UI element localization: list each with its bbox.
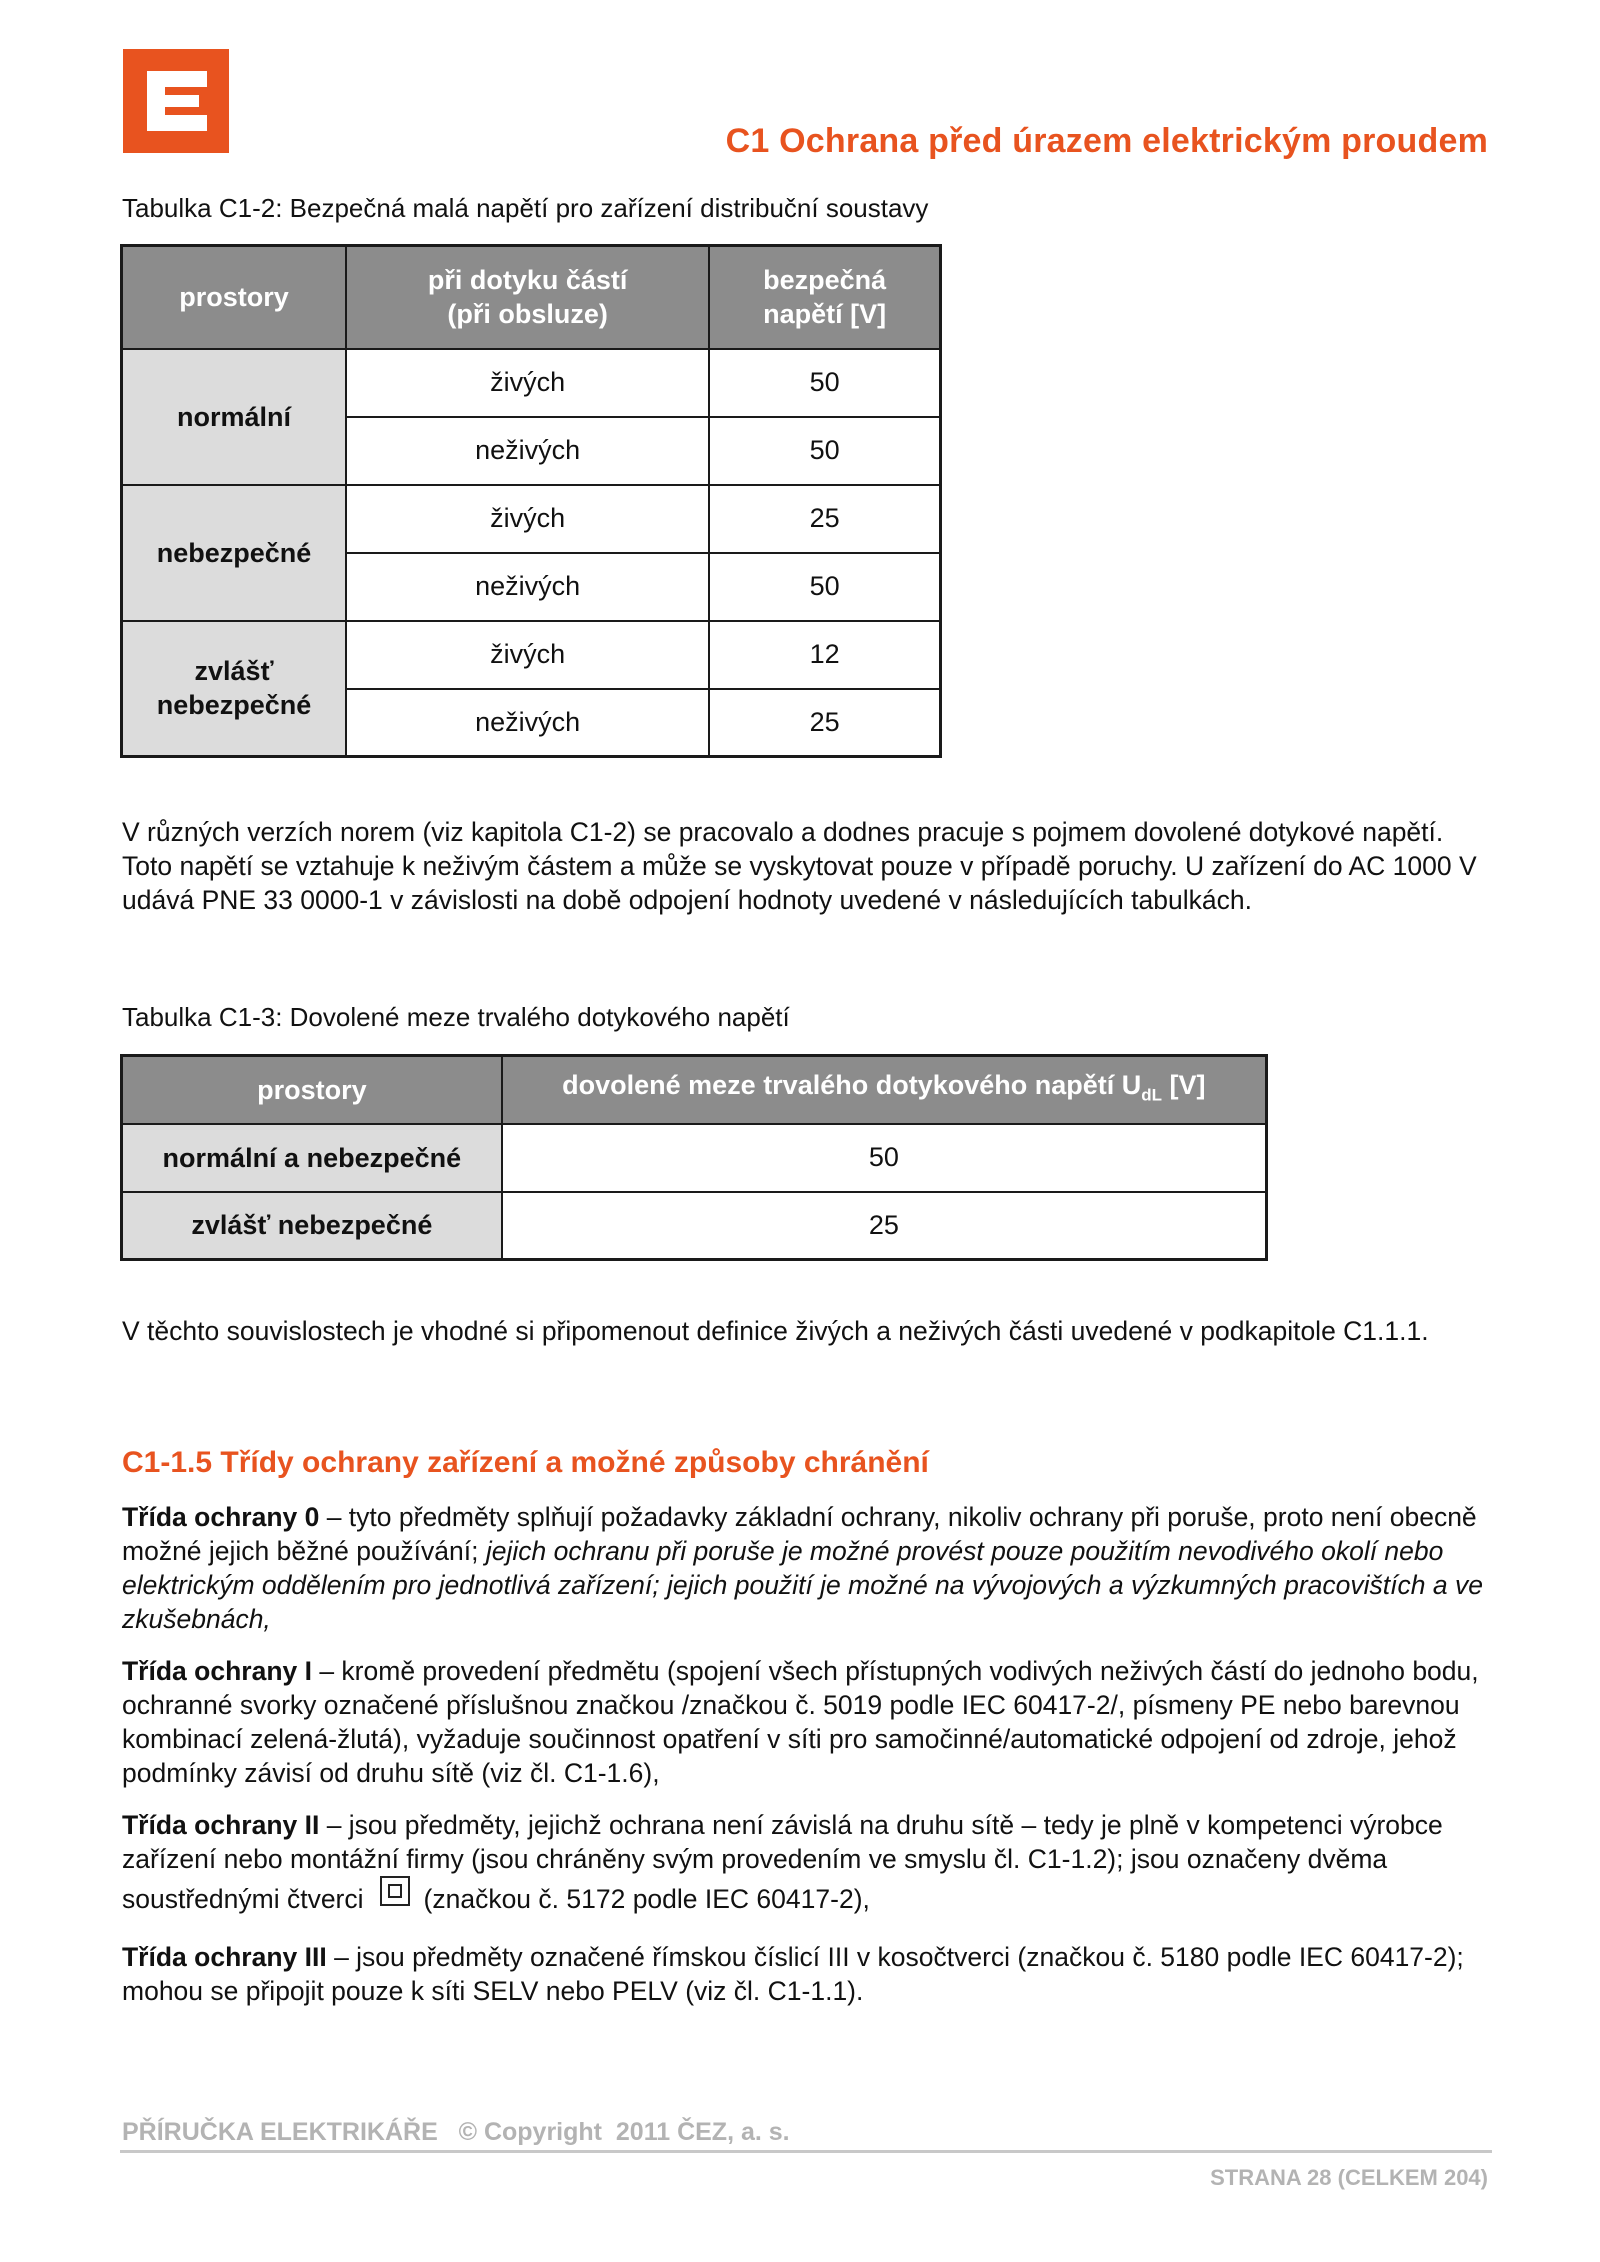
space-cell: normální xyxy=(122,349,347,485)
paragraph-definitions xyxy=(122,1314,1492,1348)
protection-class-3 xyxy=(122,1940,1492,2008)
table2-caption: Tabulka C1-3: Dovolené meze trvalého dotykového napětí xyxy=(122,1002,790,1032)
table-row xyxy=(122,485,941,553)
class-text-after: (značkou č. 5172 podle IEC 60417-2), xyxy=(423,1884,870,1914)
class-text: – tyto předměty splňují požadavky základní ochrany, nikoliv ochrany při poruše, proto není obecně možné jejich běžné používání; xyxy=(122,1502,1477,1566)
protection-class-1 xyxy=(122,1654,1492,1790)
header-contact-line2: (při obsluze) xyxy=(447,299,608,330)
table-row xyxy=(122,1192,1267,1260)
header-limit-unit: [V] xyxy=(1162,1069,1206,1100)
cez-logo xyxy=(123,49,229,153)
header-limit xyxy=(502,1056,1267,1124)
voltage-cell: 50 xyxy=(709,553,940,621)
paragraph-text: V různých verzích norem (viz kapitola C1-2) se pracovalo a dodnes pracuje s pojmem dovolené dotykové napětí. Toto napětí se vztahuje k neživým částem a může se vyskytovat pouze v případě poruchy. U zařízení do AC 1000 V udává PNE 33 0000-1 v závislosti na době odpojení hodnoty uvedené v následujících tabulkách. xyxy=(122,817,1477,915)
header-contact xyxy=(346,246,709,349)
header-limit-subscript: dL xyxy=(1141,1084,1163,1104)
part-cell: neživých xyxy=(346,553,709,621)
table-row xyxy=(122,621,941,689)
safe-voltage-table xyxy=(120,244,942,758)
space-line2: nebezpečné xyxy=(156,690,312,721)
paragraph-touch-voltage xyxy=(122,815,1492,917)
double-square-icon xyxy=(380,1876,410,1906)
footer-copyright: PŘÍRUČKA ELEKTRIKÁŘE © Copyright 2011 ČEZ, a. s. xyxy=(122,2118,790,2146)
space-cell: zvlášť nebezpečné xyxy=(122,1192,502,1260)
class-term: Třída ochrany I xyxy=(122,1656,312,1686)
header-voltage-line2: napětí [V] xyxy=(763,299,887,330)
space-cell: normální a nebezpečné xyxy=(122,1124,502,1192)
protection-class-2 xyxy=(122,1808,1492,1916)
class-text: – jsou předměty, jejichž ochrana není závislá na druhu sítě – tedy je plně v kompetenci výrobce zařízení nebo montážní firmy (jsou chráněny svým provedením ve smyslu čl. C1-1.2); jsou označeny dvěma soustřednými čtverci xyxy=(122,1810,1443,1914)
voltage-cell: 25 xyxy=(709,485,940,553)
part-cell: živých xyxy=(346,349,709,417)
footer-divider xyxy=(120,2150,1492,2153)
table-row xyxy=(122,1124,1267,1192)
page-number: STRANA 28 (CELKEM 204) xyxy=(1210,2165,1488,2190)
table-header-row xyxy=(122,1056,1267,1124)
class-term: Třída ochrany 0 xyxy=(122,1502,320,1532)
class-text: – jsou předměty označené římskou číslicí III v kosočtverci (značkou č. 5180 podle IEC 60417-2); mohou se připojit pouze k síti SELV nebo PELV (viz čl. C1-1.1). xyxy=(122,1942,1464,2006)
header-voltage-line1: bezpečná xyxy=(763,265,887,296)
table-row xyxy=(122,349,941,417)
table1-caption: Tabulka C1-2: Bezpečná malá napětí pro zařízení distribuční soustavy xyxy=(122,193,929,223)
class-text: – kromě provedení předmětu (spojení všech přístupných vodivých neživých částí do jednoho bodu, ochranné svorky označené příslušnou značkou /značkou č. 5019 podle IEC 60417-2/, písmeny PE nebo barevnou kombinací zelená-žlutá), vyžaduje součinnost opatření v síti pro samočinné/automatické odpojení od zdroje, jehož podmínky závisí od druhu sítě (viz čl. C1-1.6), xyxy=(122,1656,1479,1788)
part-cell: neživých xyxy=(346,689,709,757)
header-space: prostory xyxy=(122,246,347,349)
class-italic-text: jejich ochranu při poruše je možné provést pouze použitím nevodivého okolí nebo elektrickým oddělením pro jednotlivá zařízení; jejich použití je možné na vývojových a výzkumných pracovištích a ve zkušebnách, xyxy=(122,1536,1483,1634)
voltage-cell: 12 xyxy=(709,621,940,689)
value-cell: 25 xyxy=(502,1192,1267,1260)
protection-class-0 xyxy=(122,1500,1492,1636)
header-voltage xyxy=(709,246,940,349)
header-contact-line1: při dotyku částí xyxy=(427,265,628,296)
class-term: Třída ochrany III xyxy=(122,1942,327,1972)
touch-voltage-limits-table xyxy=(120,1054,1268,1261)
paragraph-text: V těchto souvislostech je vhodné si připomenout definice živých a neživých části uvedené v podkapitole C1.1.1. xyxy=(122,1316,1429,1346)
part-cell: živých xyxy=(346,485,709,553)
voltage-cell: 25 xyxy=(709,689,940,757)
header-space: prostory xyxy=(122,1056,502,1124)
space-cell: nebezpečné xyxy=(122,485,347,621)
voltage-cell: 50 xyxy=(709,349,940,417)
header-limit-text: dovolené meze trvalého dotykového napětí U xyxy=(562,1069,1142,1100)
chapter-title: C1 Ochrana před úrazem elektrickým proudem xyxy=(725,122,1488,160)
table-header-row xyxy=(122,246,941,349)
part-cell: živých xyxy=(346,621,709,689)
voltage-cell: 50 xyxy=(709,417,940,485)
space-line1: zvlášť xyxy=(194,656,274,687)
part-cell: neživých xyxy=(346,417,709,485)
space-cell xyxy=(122,621,347,757)
section-heading: C1-1.5 Třídy ochrany zařízení a možné způsoby chránění xyxy=(122,1446,929,1479)
value-cell: 50 xyxy=(502,1124,1267,1192)
class-term: Třída ochrany II xyxy=(122,1810,320,1840)
